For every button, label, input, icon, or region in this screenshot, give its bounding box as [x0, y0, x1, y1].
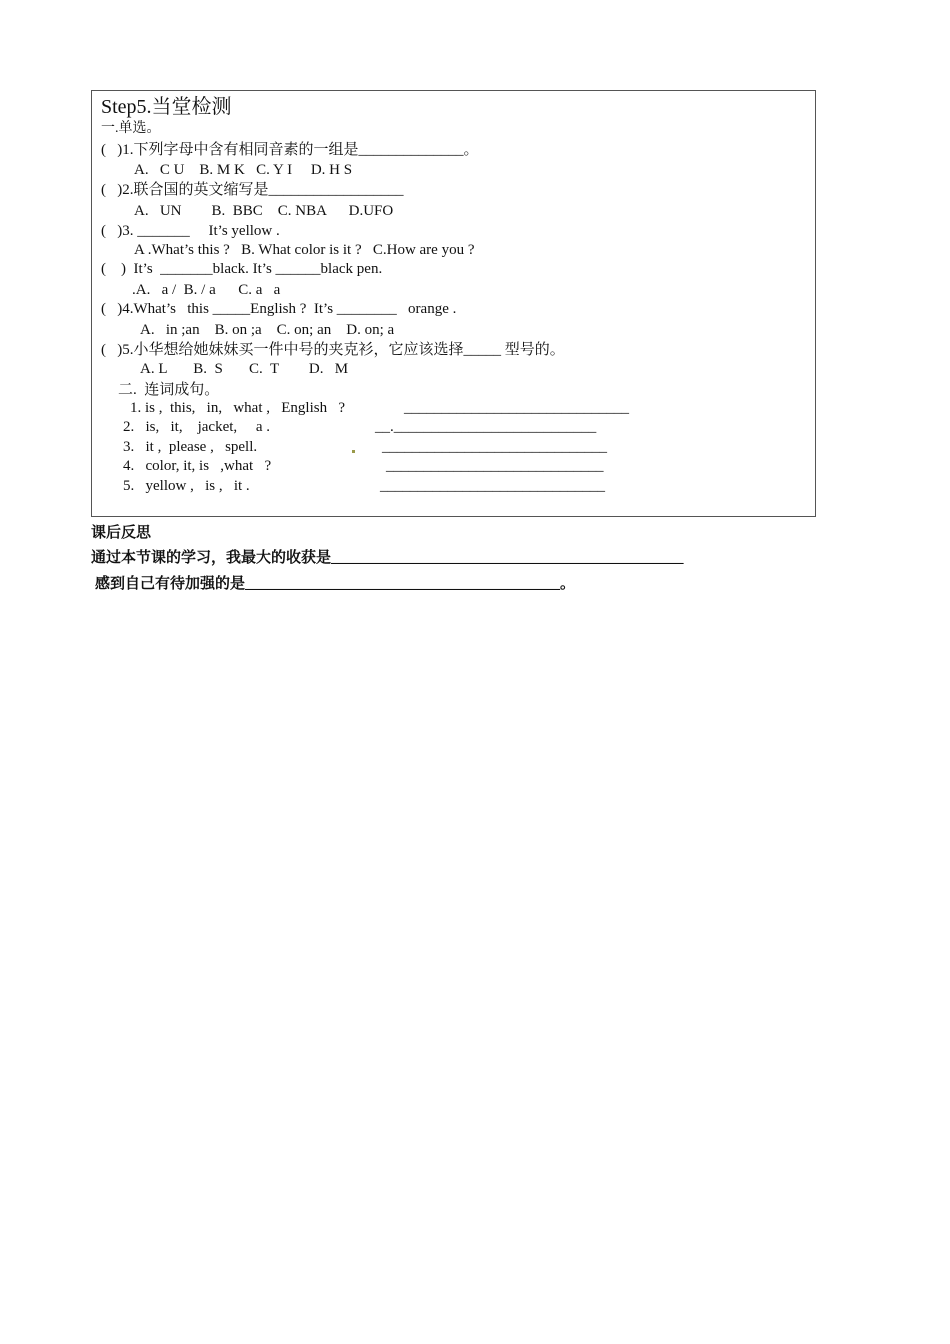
question-stem: ( ) It’s _______black. It’s ______black pen. [101, 261, 383, 277]
answer-line: ______________________________ [382, 439, 607, 455]
sentence-words: 1. is , this, in, what , English ? [130, 400, 345, 416]
question-options: A. L B. S C. T D. M [140, 361, 349, 377]
answer-line: __.___________________________ [375, 419, 597, 435]
step-title: Step5.当堂检测 [101, 96, 232, 118]
reflection-line-gains: 通过本节课的学习，我最大的收获是_______________________________________________ [91, 550, 684, 566]
section-heading-word-order: 二. 连词成句。 [118, 382, 220, 398]
sentence-words: 2. is, it, jacket, a . [123, 419, 271, 435]
reflection-line-improve: 感到自己有待加强的是__________________________________________。 [95, 576, 576, 592]
section-heading-single-choice: 一.单选。 [101, 121, 161, 136]
exercise-box [91, 90, 816, 517]
question-options: A. C U B. M K C. Y I D. H S [134, 162, 353, 178]
reflection-heading: 课后反思 [91, 525, 152, 541]
answer-line: ______________________________ [404, 400, 629, 416]
question-options: A. UN B. BBC C. NBA D.UFO [134, 203, 394, 219]
question-stem: ( )3. _______ It’s yellow . [101, 223, 280, 239]
question-options: A .What’s this ? B. What color is it ? C.How are you ? [134, 242, 475, 258]
question-options: A. in ;an B. on ;a C. on; an D. on; a [140, 322, 395, 338]
answer-line: _____________________________ [386, 458, 604, 474]
stray-mark [352, 450, 355, 453]
answer-line: ______________________________ [380, 478, 605, 494]
question-stem: ( )2.联合国的英文缩写是__________________ [101, 182, 404, 198]
question-stem: ( )1.下列字母中含有相同音素的一组是______________。 [101, 142, 479, 158]
sentence-words: 5. yellow , is , it . [123, 478, 250, 494]
question-stem: ( )5.小华想给她妹妹买一件中号的夹克衫，它应该选择_____ 型号的。 [101, 342, 565, 358]
sentence-words: 4. color, it, is ,what ? [123, 458, 272, 474]
question-stem: ( )4.What’s this _____English ? It’s ________ orange . [101, 301, 457, 317]
question-options: .A. a / B. / a C. a a [132, 282, 281, 298]
sentence-words: 3. it , please , spell. [123, 439, 258, 455]
